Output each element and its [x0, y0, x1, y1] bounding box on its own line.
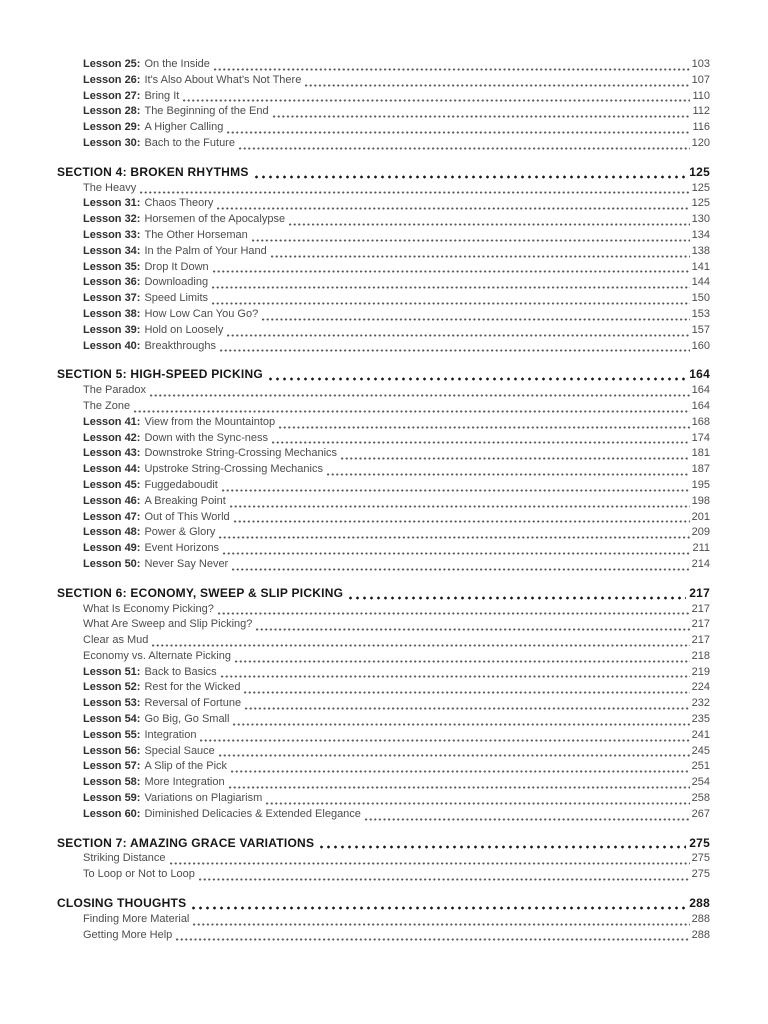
toc-entry [57, 541, 710, 557]
dot-leader [227, 131, 690, 134]
dot-leader [200, 739, 689, 742]
lesson-label: Lesson 52: [83, 681, 141, 694]
toc-entry [57, 633, 710, 649]
entry-title: Diminished Delicacies & Extended Elegance [144, 807, 361, 820]
lesson-label: Lesson 55: [83, 728, 141, 741]
page-number: 164 [691, 399, 710, 412]
section-title: SECTION 4: BROKEN RHYTHMS [57, 164, 249, 179]
toc-entry [57, 181, 710, 197]
page-number: 245 [691, 744, 710, 757]
toc-block [57, 896, 710, 943]
page-number: 150 [691, 292, 710, 305]
toc-entry [57, 228, 710, 244]
page-number: 195 [691, 478, 710, 491]
toc-entry [57, 728, 710, 744]
dot-leader [214, 68, 690, 71]
lesson-label: Lesson 28: [83, 105, 141, 118]
toc-entry [57, 212, 710, 228]
dot-leader [269, 377, 686, 381]
toc-entry [57, 525, 710, 541]
dot-leader [231, 770, 690, 773]
entry-title: The Other Horseman [144, 228, 248, 241]
entry-title: Chaos Theory [144, 197, 214, 210]
toc-section-header [57, 367, 710, 383]
toc-entry [57, 602, 710, 618]
toc-entry [57, 712, 710, 728]
toc-entry [57, 494, 710, 510]
lesson-label: Lesson 59: [83, 792, 141, 805]
toc-entry [57, 759, 710, 775]
lesson-label: Lesson 54: [83, 713, 141, 726]
dot-leader [192, 906, 686, 910]
entry-title: Event Horizons [144, 542, 220, 555]
lesson-label: Lesson 32: [83, 213, 141, 226]
entry-title: Drop It Down [144, 260, 209, 273]
dot-leader [213, 270, 690, 273]
section-title: SECTION 6: ECONOMY, SWEEP & SLIP PICKING [57, 585, 344, 600]
entry-title: Back to Basics [144, 665, 217, 678]
toc-entry [57, 912, 710, 928]
lesson-label: Lesson 50: [83, 557, 141, 570]
entry-title: A Slip of the Pick [144, 760, 228, 773]
dot-leader [217, 207, 689, 210]
toc-entry [57, 73, 710, 89]
entry-title: On the Inside [144, 58, 210, 70]
page-number: 187 [691, 463, 710, 476]
page-number: 138 [691, 244, 710, 257]
entry-title: Fuggedaboudit [144, 478, 218, 491]
page-number: 288 [691, 912, 710, 925]
page-number: 217 [691, 634, 710, 647]
page-number: 144 [691, 276, 710, 289]
lesson-label: Lesson 47: [83, 510, 141, 523]
entry-title: Finding More Material [83, 912, 190, 925]
page-number: 120 [691, 136, 710, 149]
toc-entry [57, 89, 710, 105]
lesson-label: Lesson 60: [83, 807, 141, 820]
dot-leader [271, 255, 690, 258]
section-title: CLOSING THOUGHTS [57, 896, 187, 911]
lesson-label: Lesson 53: [83, 697, 141, 710]
lesson-label: Lesson 46: [83, 494, 141, 507]
page-number: 174 [691, 431, 710, 444]
entry-title: Variations on Plagiarism [144, 792, 263, 805]
toc-entry [57, 462, 710, 478]
entry-title: How Low Can You Go? [144, 307, 259, 320]
entry-title: Breakthroughs [144, 339, 217, 352]
toc-entry [57, 557, 710, 573]
page-number: 160 [691, 339, 710, 352]
toc-entry [57, 291, 710, 307]
toc-section-header [57, 165, 710, 181]
page-number: 258 [691, 792, 710, 805]
dot-leader [256, 628, 689, 631]
page-number: 157 [691, 323, 710, 336]
page-number: 219 [691, 665, 710, 678]
dot-leader [183, 99, 690, 102]
page-number: 168 [691, 415, 710, 428]
page-number: 125 [691, 181, 710, 194]
dot-leader [365, 818, 690, 821]
entry-title: Bring It [144, 89, 180, 102]
page-number: 275 [691, 852, 710, 865]
toc-section-header [57, 896, 710, 912]
toc-entry [57, 446, 710, 462]
dot-leader [255, 175, 687, 179]
dot-leader [227, 334, 689, 337]
dot-leader [193, 923, 689, 926]
page-number: 107 [691, 73, 710, 86]
entry-title: What Is Economy Picking? [83, 602, 214, 615]
dot-leader [244, 691, 689, 694]
toc-block [57, 57, 710, 152]
dot-leader [134, 410, 690, 413]
toc-entry [57, 415, 710, 431]
dot-leader [235, 660, 690, 663]
toc-entry [57, 696, 710, 712]
entry-title: Special Sauce [144, 744, 215, 757]
page-number: 218 [691, 649, 710, 662]
lesson-label: Lesson 57: [83, 760, 141, 773]
entry-title: Integration [144, 728, 197, 741]
dot-leader [272, 441, 690, 444]
dot-leader [279, 426, 690, 429]
dot-leader [252, 239, 690, 242]
section-title: SECTION 7: AMAZING GRACE VARIATIONS [57, 835, 315, 850]
entry-title: Power & Glory [144, 526, 216, 539]
lesson-label: Lesson 51: [83, 665, 141, 678]
page-number: 224 [691, 681, 710, 694]
page-number: 103 [691, 58, 710, 70]
entry-title: Go Big, Go Small [144, 713, 230, 726]
toc-entry [57, 807, 710, 823]
dot-leader [229, 786, 690, 789]
page-number: 110 [692, 89, 710, 102]
dot-leader [245, 707, 690, 710]
lesson-label: Lesson 37: [83, 292, 141, 305]
toc-entry [57, 244, 710, 260]
page-number: 275 [691, 868, 710, 881]
page-number: 211 [692, 542, 710, 555]
toc-entry [57, 665, 710, 681]
toc-entry [57, 136, 710, 152]
lesson-label: Lesson 30: [83, 136, 141, 149]
entry-title: Never Say Never [144, 557, 229, 570]
lesson-label: Lesson 38: [83, 307, 141, 320]
page-number: 125 [689, 164, 710, 179]
page-number: 235 [691, 713, 710, 726]
page-number: 125 [691, 197, 710, 210]
entry-title: The Heavy [83, 181, 137, 194]
toc-entry [57, 323, 710, 339]
toc-entry [57, 260, 710, 276]
toc-entry [57, 851, 710, 867]
entry-title: Getting More Help [83, 928, 173, 941]
entry-title: A Higher Calling [144, 121, 224, 134]
lesson-label: Lesson 49: [83, 542, 141, 555]
dot-leader [221, 675, 690, 678]
dot-leader [212, 286, 690, 289]
toc-section-header [57, 586, 710, 602]
toc-entry [57, 399, 710, 415]
entry-title: Hold on Loosely [144, 323, 224, 336]
dot-leader [219, 754, 690, 757]
dot-leader [289, 223, 690, 226]
entry-title: What Are Sweep and Slip Picking? [83, 618, 253, 631]
entry-title: The Beginning of the End [144, 105, 269, 118]
page-number: 275 [689, 835, 710, 850]
entry-title: Reversal of Fortune [144, 697, 242, 710]
toc-entry [57, 649, 710, 665]
dot-leader [222, 489, 690, 492]
dot-leader [223, 552, 690, 555]
dot-leader [234, 520, 690, 523]
page-number: 209 [691, 526, 710, 539]
dot-leader [230, 505, 690, 508]
page-number: 288 [691, 928, 710, 941]
page-number: 141 [691, 260, 710, 273]
entry-title: Striking Distance [83, 852, 166, 865]
lesson-label: Lesson 34: [83, 244, 141, 257]
toc [57, 57, 710, 943]
page-number: 217 [689, 585, 710, 600]
entry-title: View from the Mountaintop [144, 415, 276, 428]
lesson-label: Lesson 48: [83, 526, 141, 539]
page-number: 241 [691, 728, 710, 741]
toc-section-header [57, 836, 710, 852]
entry-title: To Loop or Not to Loop [83, 868, 195, 881]
entry-title: The Zone [83, 399, 131, 412]
page-number: 164 [689, 367, 710, 382]
page-number: 201 [691, 510, 710, 523]
dot-leader [341, 457, 690, 460]
dot-leader [320, 845, 686, 849]
lesson-label: Lesson 27: [83, 89, 141, 102]
toc-entry [57, 680, 710, 696]
entry-title: Rest for the Wicked [144, 681, 241, 694]
page-number: 112 [692, 105, 710, 118]
entry-title: Out of This World [144, 510, 230, 523]
page-number: 254 [691, 776, 710, 789]
dot-leader [273, 115, 691, 118]
entry-title: It's Also About What's Not There [144, 73, 302, 86]
toc-entry [57, 478, 710, 494]
entry-title: Upstroke String-Crossing Mechanics [144, 463, 323, 476]
dot-leader [349, 596, 686, 600]
toc-block [57, 165, 710, 355]
entry-title: Bach to the Future [144, 136, 235, 149]
lesson-label: Lesson 25: [83, 58, 141, 70]
page-number: 214 [691, 557, 710, 570]
toc-entry [57, 867, 710, 883]
toc-entry [57, 791, 710, 807]
entry-title: In the Palm of Your Hand [144, 244, 267, 257]
dot-leader [199, 878, 690, 881]
lesson-label: Lesson 29: [83, 121, 141, 134]
lesson-label: Lesson 39: [83, 323, 141, 336]
entry-title: Downstroke String-Crossing Mechanics [144, 447, 338, 460]
lesson-label: Lesson 36: [83, 276, 141, 289]
page-number: 198 [691, 494, 710, 507]
toc-entry [57, 57, 710, 73]
page-number: 288 [689, 896, 710, 911]
entry-title: Economy vs. Alternate Picking [83, 649, 231, 662]
lesson-label: Lesson 31: [83, 197, 141, 210]
entry-title: The Paradox [83, 384, 146, 397]
page-number: 164 [691, 384, 710, 397]
toc-entry [57, 196, 710, 212]
page-number: 134 [691, 228, 710, 241]
entry-title: Downloading [144, 276, 209, 289]
page-number: 217 [691, 618, 710, 631]
toc-entry [57, 120, 710, 136]
toc-entry [57, 510, 710, 526]
toc-block [57, 586, 710, 823]
toc-entry [57, 307, 710, 323]
lesson-label: Lesson 43: [83, 447, 141, 460]
lesson-label: Lesson 45: [83, 478, 141, 491]
dot-leader [220, 349, 690, 352]
dot-leader [212, 302, 690, 305]
dot-leader [218, 612, 690, 615]
dot-leader [176, 938, 689, 941]
page-number: 116 [692, 121, 710, 134]
lesson-label: Lesson 42: [83, 431, 141, 444]
lesson-label: Lesson 40: [83, 339, 141, 352]
page-number: 267 [691, 807, 710, 820]
page-number: 153 [691, 307, 710, 320]
toc-entry [57, 744, 710, 760]
entry-title: Clear as Mud [83, 634, 149, 647]
lesson-label: Lesson 56: [83, 744, 141, 757]
lesson-label: Lesson 58: [83, 776, 141, 789]
dot-leader [266, 802, 689, 805]
entry-title: Speed Limits [144, 292, 209, 305]
toc-block [57, 836, 710, 883]
page-number: 251 [691, 760, 710, 773]
dot-leader [140, 191, 689, 194]
page-number: 130 [691, 213, 710, 226]
entry-title: Horsemen of the Apocalypse [144, 213, 286, 226]
toc-entry [57, 617, 710, 633]
toc-entry [57, 928, 710, 944]
dot-leader [150, 394, 690, 397]
toc-entry [57, 275, 710, 291]
section-title: SECTION 5: HIGH-SPEED PICKING [57, 367, 263, 382]
toc-entry [57, 431, 710, 447]
page-number: 232 [691, 697, 710, 710]
lesson-label: Lesson 41: [83, 415, 141, 428]
entry-title: Down with the Sync-ness [144, 431, 268, 444]
lesson-label: Lesson 33: [83, 228, 141, 241]
dot-leader [219, 536, 689, 539]
page-number: 217 [691, 602, 710, 615]
dot-leader [262, 318, 689, 321]
dot-leader [327, 473, 690, 476]
entry-title: More Integration [144, 776, 225, 789]
dot-leader [233, 723, 689, 726]
lesson-label: Lesson 44: [83, 463, 141, 476]
toc-entry [57, 339, 710, 355]
entry-title: A Breaking Point [144, 494, 226, 507]
lesson-label: Lesson 26: [83, 73, 141, 86]
dot-leader [305, 84, 689, 87]
toc-entry [57, 104, 710, 120]
dot-leader [170, 862, 690, 865]
dot-leader [239, 147, 690, 150]
toc-block [57, 367, 710, 572]
dot-leader [232, 568, 689, 571]
page-number: 181 [691, 447, 710, 460]
lesson-label: Lesson 35: [83, 260, 141, 273]
dot-leader [152, 644, 689, 647]
toc-entry [57, 775, 710, 791]
toc-entry [57, 383, 710, 399]
